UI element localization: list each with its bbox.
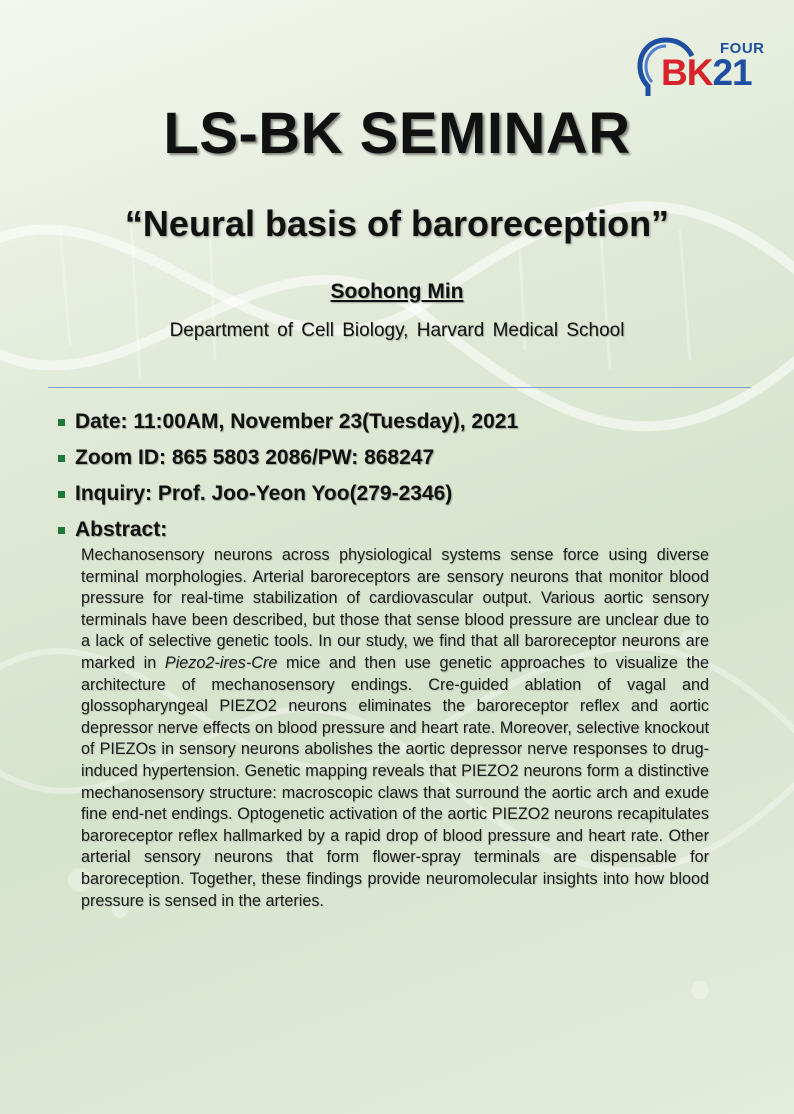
logo-bk: BK — [661, 52, 713, 93]
logo-21: 21 — [712, 52, 752, 93]
abstract-label: Abstract: — [75, 518, 168, 541]
inquiry-text: Inquiry: Prof. Joo-Yeon Yoo(279-2346) — [75, 482, 453, 505]
info-item-date — [58, 404, 758, 440]
speaker-affiliation: Department of Cell Biology, Harvard Medical School — [169, 320, 625, 341]
info-item-inquiry — [58, 476, 758, 512]
logo-four-text: FOUR — [720, 40, 765, 57]
speaker-name: Soohong Min — [330, 280, 464, 303]
abstract-text — [81, 545, 709, 912]
abstract-part-2: mice and then use genetic approaches to visualize the architecture of mechanosensory endings. Cre-guided ablation of vagal and glossopharyngeal PIEZO2 neurons eliminates the baroreceptor reflex and aortic depressor nerve effects on blood pressure and heart rate. Moreover, selective knockout of PIEZOs in sensory neurons abolishes the aortic depressor nerve responses to drug-induced hypertension. Genetic mapping reveals that PIEZO2 neurons form a distinctive mechanosensory structure: macroscopic claws that surround the aortic arch and exude fine end-net endings. Optogenetic activation of the aortic PIEZO2 neurons recapitulates baroreceptor reflex hallmarked by a rapid drop of blood pressure and heart rate. Other arterial sensory neurons that form flower-spray terminals are dispensable for baroreception. Together, these findings provide neuromolecular insights into how blood pressure is sensed in the arteries. — [81, 653, 709, 910]
talk-title: “Neural basis of baroreception” — [124, 203, 670, 244]
zoom-text: Zoom ID: 865 5803 2086/PW: 868247 — [75, 446, 435, 469]
bk21-four-logo — [636, 34, 765, 98]
seminar-info-list — [58, 404, 758, 548]
bullet-icon — [58, 527, 65, 534]
info-item-zoom — [58, 440, 758, 476]
seminar-title: LS-BK SEMINAR — [163, 101, 631, 166]
date-text: Date: 11:00AM, November 23(Tuesday), 2021 — [75, 410, 519, 433]
logo-bk21-text — [661, 54, 752, 91]
info-item-abstract — [58, 512, 758, 548]
divider-line — [48, 387, 751, 388]
abstract-gene-italic: Piezo2-ires-Cre — [164, 653, 278, 672]
bullet-icon — [58, 419, 65, 426]
bullet-icon — [58, 455, 65, 462]
abstract-part-1: Mechanosensory neurons across physiological systems sense force using diverse terminal morphologies. Arterial baroreceptors are sensory neurons that monitor blood pressure for real-time stabilization of cardiovascular output. Various aortic sensory terminals have been described, but those that sense blood pressure are unclear due to a lack of selective genetic tools. In our study, we find that all baroreceptor neurons are marked in — [81, 546, 709, 672]
bullet-icon — [58, 491, 65, 498]
